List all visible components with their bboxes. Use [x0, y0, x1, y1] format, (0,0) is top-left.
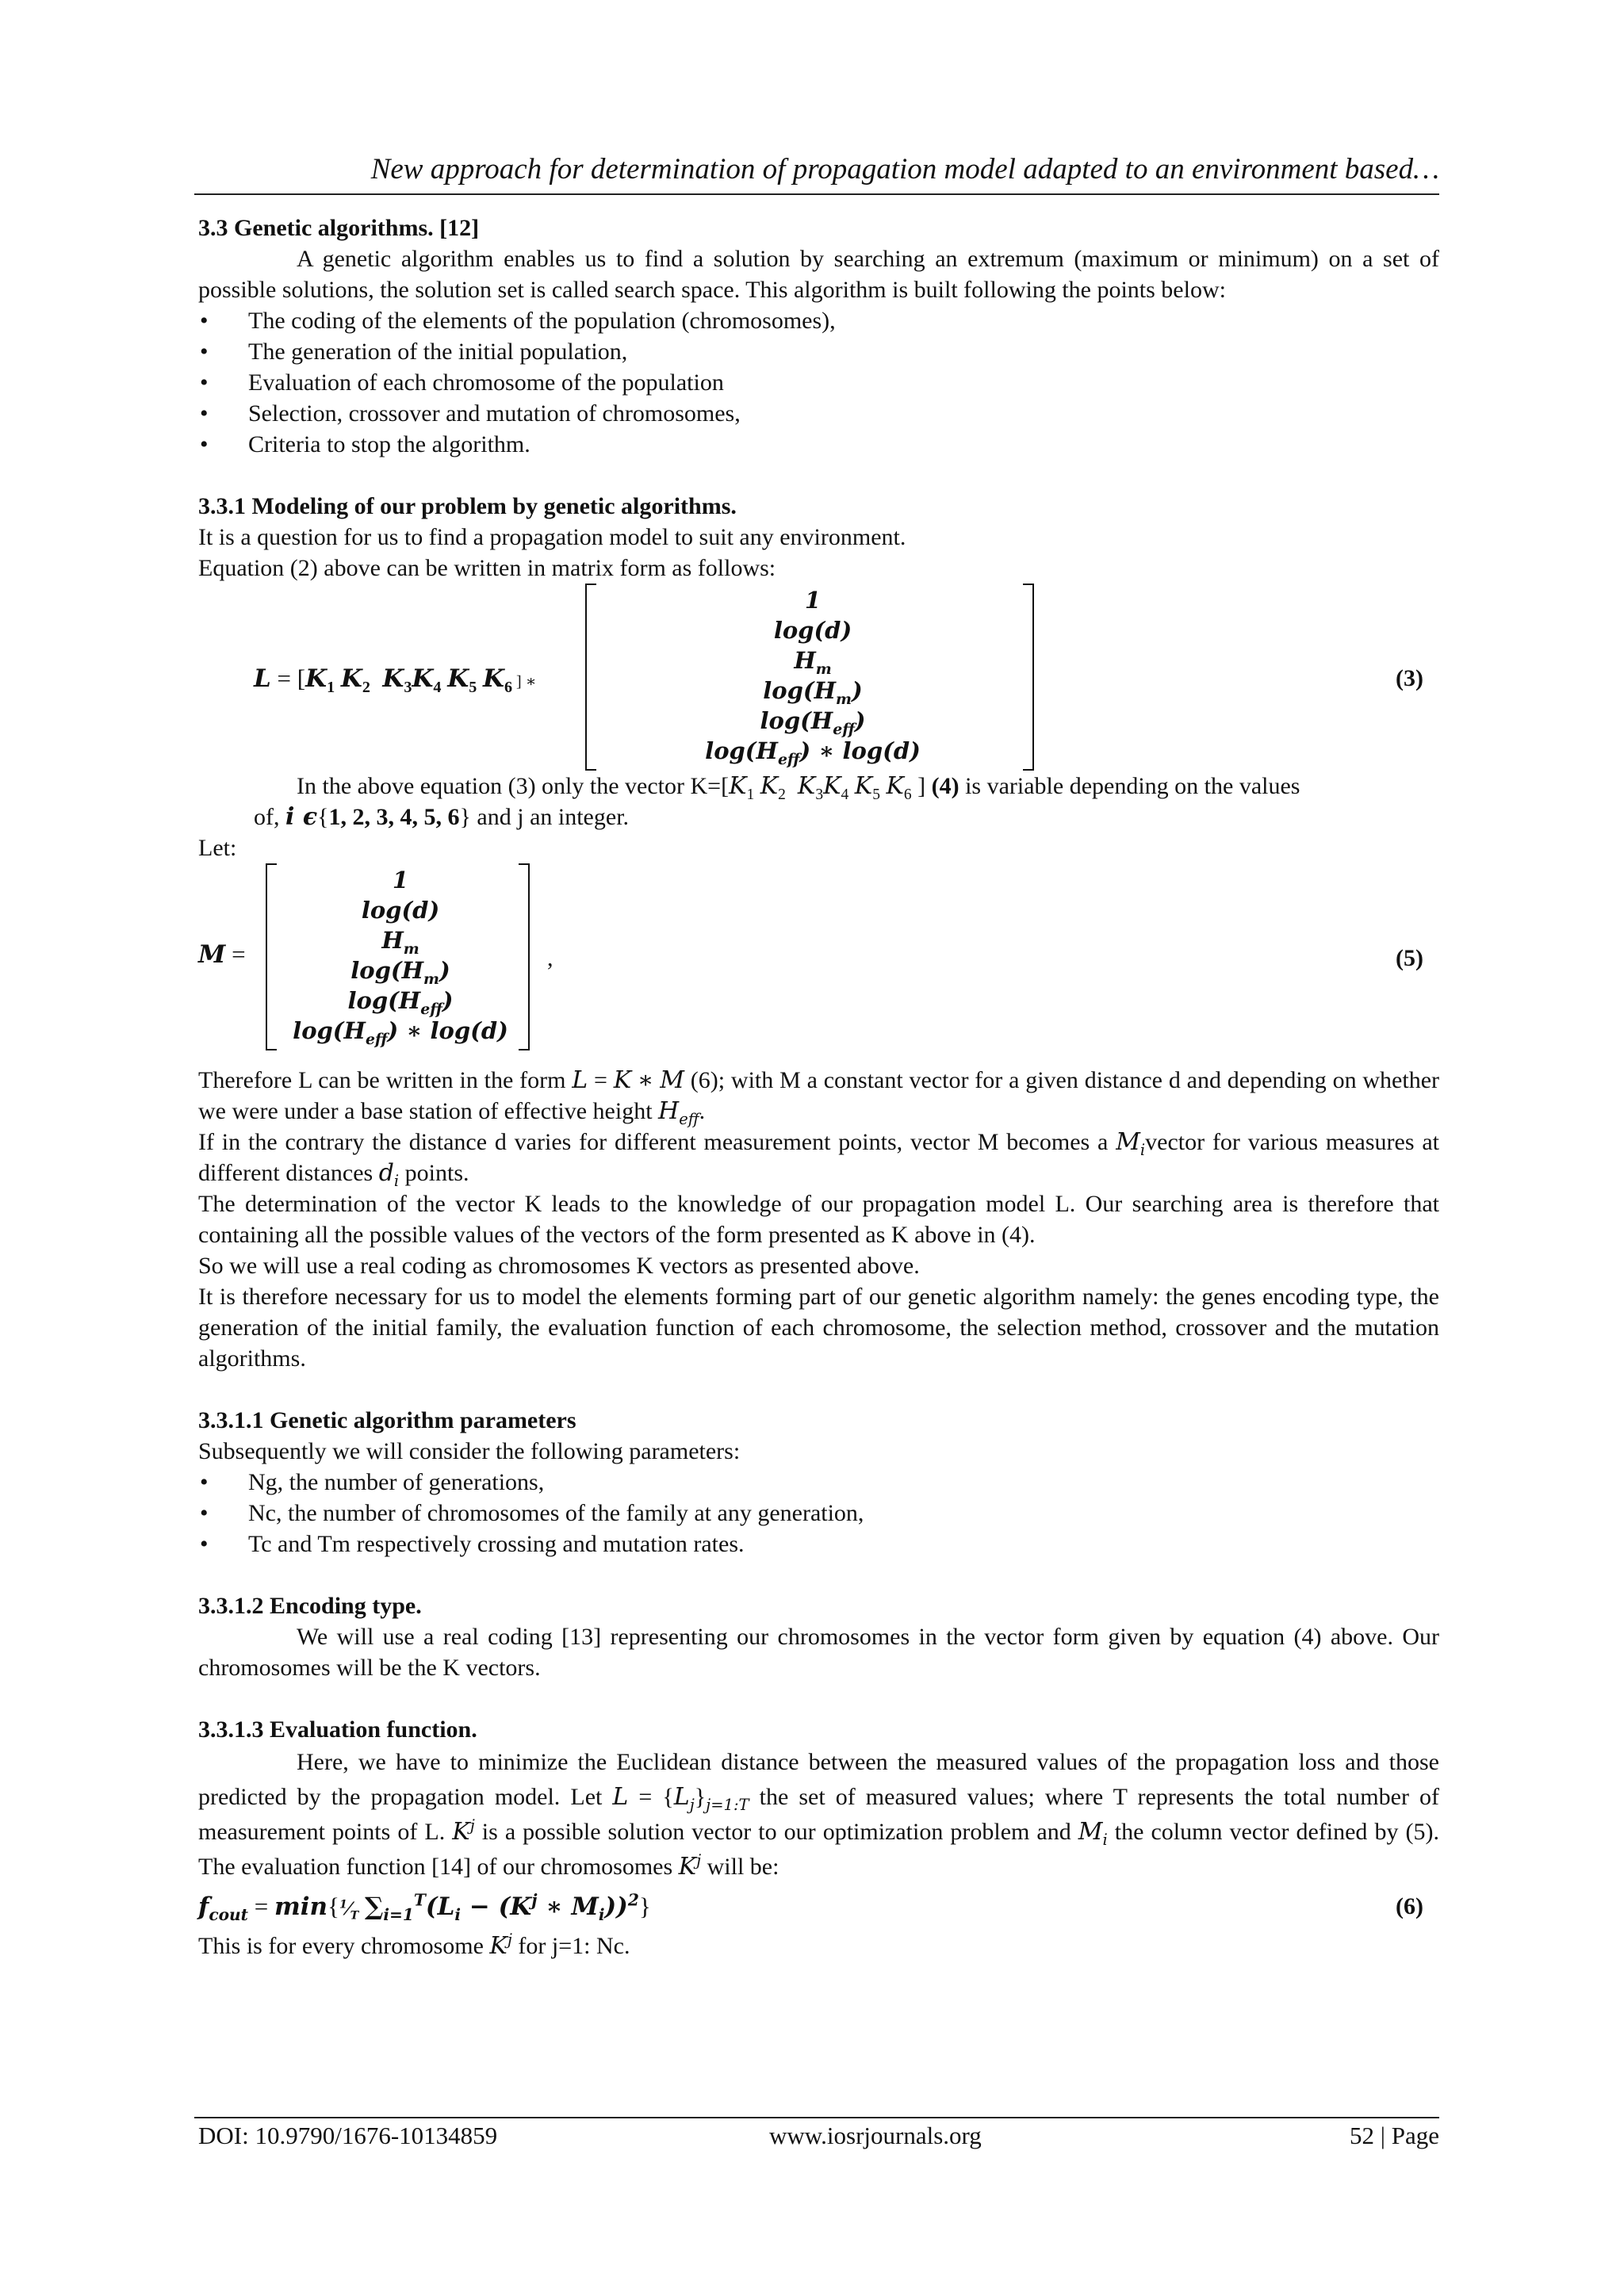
equation-number: (3): [1396, 665, 1423, 691]
comma: ,: [547, 945, 553, 971]
footer-rule: [194, 2117, 1439, 2118]
ga-steps-list: [198, 305, 1439, 460]
paragraph-parameters-intro: Subsequently we will consider the following parameters:: [198, 1438, 741, 1464]
doi: DOI: 10.9790/1676-10134859: [198, 2122, 498, 2149]
journal-site: www.iosrjournals.org: [769, 2122, 982, 2149]
equation-6-body: $f_{cout}$ = $\min\{^1⁄_T$ $\sum_{i=1}^T(L_i - (K^j$ ∗ $M_i))^2$}: [198, 1890, 651, 1925]
right-bracket: [519, 863, 530, 1050]
paragraph-real-coding: So we will use a real coding as chromosomes K vectors as presented above.: [198, 1253, 920, 1279]
paragraph-encoding: We will use a real coding [13] representing our chromosomes in the vector form given by equation (4) above. Our chromosomes will be the K vectors.: [198, 1624, 1439, 1681]
paragraph-distance-varies: If in the contrary the distance d varies for different measurement points, vector M becomes a $M_ivector$ for various measures at different distances $d_i$ points.: [198, 1128, 1440, 1190]
paragraph-ga-intro: A genetic algorithm enables us to find a solution by searching an extremum (maximum or minimum) on a set of possible solutions, the solution set is called search space. This algorithm is built following the points below:: [198, 246, 1439, 303]
list-item: • Selection, crossover and mutation of chromosomes,: [198, 398, 1439, 429]
right-bracket: [1023, 584, 1034, 771]
paragraph-l-form: Therefore L can be written in the form L = K ∗ M (6); with M a constant vector for a given distance d and depending on whether we were under a base station of effective height $H_{eff}$.: [198, 1066, 1440, 1128]
header-rule: [194, 193, 1439, 195]
equation-5: [198, 863, 1439, 1065]
section-heading-3-3: 3.3 Genetic algorithms. [12]: [198, 215, 480, 241]
paragraph-evaluation: Here, we have to minimize the Euclidean distance between the measured values of the propagation loss and those predicted by the propagation model. Let $L = \{L_j\}_{j=1:T}$ the set of measured values; where T represents the total number of measurement points of L. $K^j$ is a possible solution vector to our optimization problem and $M_i$ the column vector defined by (5). The evaluation function [14] of our chromosomes $K^j$ will be:: [198, 1749, 1439, 1881]
parameters-list: [198, 1467, 1439, 1559]
list-item: • Ng, the number of generations,: [198, 1467, 1439, 1498]
equation-5-lhs: M =: [198, 940, 246, 969]
list-item: • Criteria to stop the algorithm.: [198, 429, 1439, 460]
equation-number: (5): [1396, 945, 1423, 971]
matrix-column: 1 log(d) $H_m$ $\log(H_m)$ $\log(H_{eff})$ $\log(H_{eff})$ ∗ log(d): [293, 867, 508, 1048]
running-header: New approach for determination of propagation model adapted to an environment based…: [370, 153, 1439, 186]
paragraph-determination: The determination of the vector K leads to the knowledge of our propagation model L. Our searching area is therefore that containing all the possible values of the vectors of the form presented as K above in (4).: [198, 1191, 1439, 1248]
section-heading-3-3-1-1: 3.3.1.1 Genetic algorithm parameters: [198, 1407, 576, 1433]
list-item: • The coding of the elements of the population (chromosomes),: [198, 305, 1439, 336]
list-item: • The generation of the initial population,: [198, 336, 1439, 367]
list-item: • Tc and Tm respectively crossing and mutation rates.: [198, 1529, 1439, 1559]
equation-3-lhs: $L = [K_1$ $K_2$ $K_3K_4$ $K_5$ $K_6$ ] ∗: [254, 664, 537, 697]
list-item: • Nc, the number of chromosomes of the family at any generation,: [198, 1498, 1439, 1529]
paragraph-index-set: of, i ϵ{1, 2, 3, 4, 5, 6} and j an integer.: [254, 803, 630, 831]
section-heading-3-3-1-3: 3.3.1.3 Evaluation function.: [198, 1716, 477, 1743]
section-heading-3-3-1: 3.3.1 Modeling of our problem by genetic algorithms.: [198, 493, 737, 519]
equation-6: [198, 1885, 1439, 1931]
matrix-column: 1 log(d) $H_m$ $\log(H_m)$ $\log(H_{eff})$ $\log(H_{eff})$ ∗ log(d): [705, 587, 921, 768]
paragraph-model-elements: It is therefore necessary for us to model the elements forming part of our genetic algorithm namely: the genes encoding type, the generation of the initial family, the evaluation function of each chromosome, the selection method, crossover and the mutation algorithms.: [198, 1284, 1439, 1372]
article-body: [198, 212, 1439, 1961]
paragraph-vector-k: In the above equation (3) only the vector $K=[K_1$ $K_2$ $K_3K_4$ $K_5$ $K_6$ ] (4) is variable depending on the values: [297, 772, 1300, 803]
page-number: 52 | Page: [1350, 2122, 1439, 2149]
paragraph-every-chromosome: This is for every chromosome $K^j$ for j=1: Nc.: [198, 1931, 630, 1960]
equation-number: (6): [1396, 1893, 1423, 1919]
paragraph-matrix-form: Equation (2) above can be written in matrix form as follows:: [198, 555, 776, 581]
paragraph-question: It is a question for us to find a propagation model to suit any environment.: [198, 524, 906, 550]
list-item: • Evaluation of each chromosome of the population: [198, 367, 1439, 398]
equation-3: [198, 584, 1439, 771]
let-label: Let:: [198, 835, 237, 861]
section-heading-3-3-1-2: 3.3.1.2 Encoding type.: [198, 1593, 422, 1619]
